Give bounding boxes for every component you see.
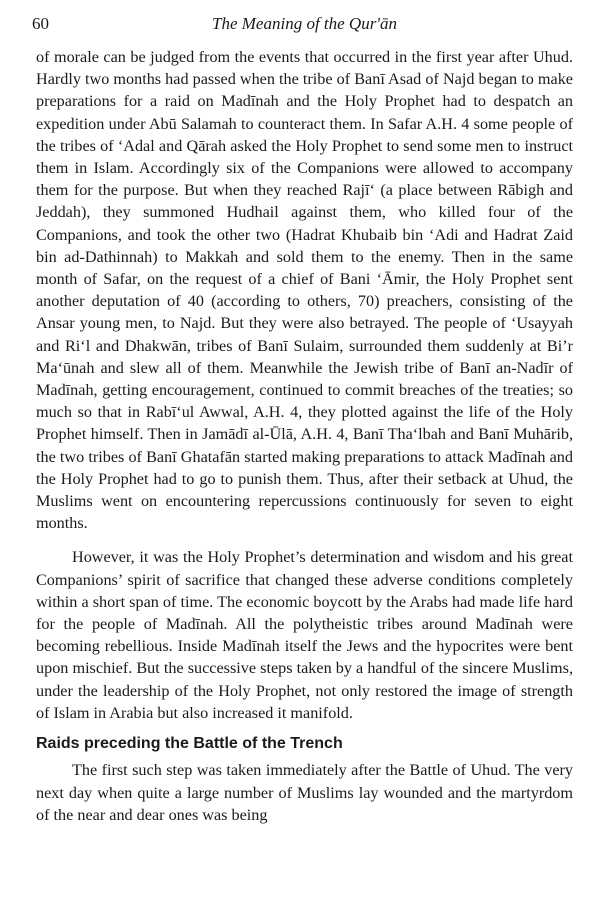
running-head	[32, 10, 573, 36]
paragraph: However, it was the Holy Prophet’s determination and wisdom and his great Companions’ spirit of sacrifice that changed these adverse conditions completely within a short span of time. The economic boycott by the Arabs had made life hard for the people of Madīnah. All the polytheistic tribes around Madīnah were becoming rebellious. Inside Madīnah itself the Jews and the hypocrites were bent upon mischief. But the successive steps taken by a handful of the sincere Muslims, under the leadership of the Holy Prophet, not only restored the image of strength of Islam in Arabia but also increased it manifold.	[36, 548, 573, 722]
section-heading: Raids preceding the Battle of the Trench	[36, 735, 343, 753]
body-text	[36, 46, 573, 826]
running-title: The Meaning of the Qur'ān	[212, 14, 397, 33]
paragraph: The first such step was taken immediately after the Battle of Uhud. The very next day when quite a large number of Muslims lay wounded and the martyrdom of the near and dear ones was being	[36, 761, 573, 824]
page-number: 60	[32, 14, 49, 33]
book-page	[32, 10, 573, 826]
paragraph: of morale can be judged from the events that occurred in the first year after Uhud. Hardly two months had passed when the tribe of Banī Asad of Najd began to make preparations for a raid on Madīnah and the Holy Prophet had to despatch an expedition under Abū Salamah to counteract them. In Safar A.H. 4 some people of the tribes of ‘Adal and Qārah asked the Holy Prophet to send some men to instruct them in Islam. Accordingly six of the Companions were allowed to accompany them for the purpose. But when they reached Rajī‘ (a place between Rābigh and Jeddah), they summoned Hudhail against them, who killed four of the Companions, and took the other two (Hadrat Khubaib bin ‘Adi and Hadrat Zaid bin ad-Dathinnah) to Makkah and sold them to the enemy. Then in the same month of Safar, on the request of a chief of Bani ‘Āmir, the Holy Prophet sent another deputation of 40 (according to others, 70) preachers, consisting of the Ansar young men, to Najd. But they were also betrayed. The people of ‘Usayyah and Ri‘l and Dhakwān, tribes of Banī Sulaim, surrounded them suddenly at Bi’r Ma‘ūnah and slew all of them. Meanwhile the Jewish tribe of Banī an-Nadīr of Madīnah, getting encouragement, continued to commit breaches of the treaties; so much so that in Rabī‘ul Awwal, A.H. 4, they plotted against the life of the Holy Prophet himself. Then in Jamādī al-Ūlā, A.H. 4, Banī Tha‘lbah and Banī Muhārib, the two tribes of Banī Ghatafān started making preparations to attack Madīnah and the Holy Prophet had to go to punish them. Thus, after their setback at Uhud, the Muslims went on encountering repercussions continuously for seven to eight months.	[36, 48, 573, 533]
